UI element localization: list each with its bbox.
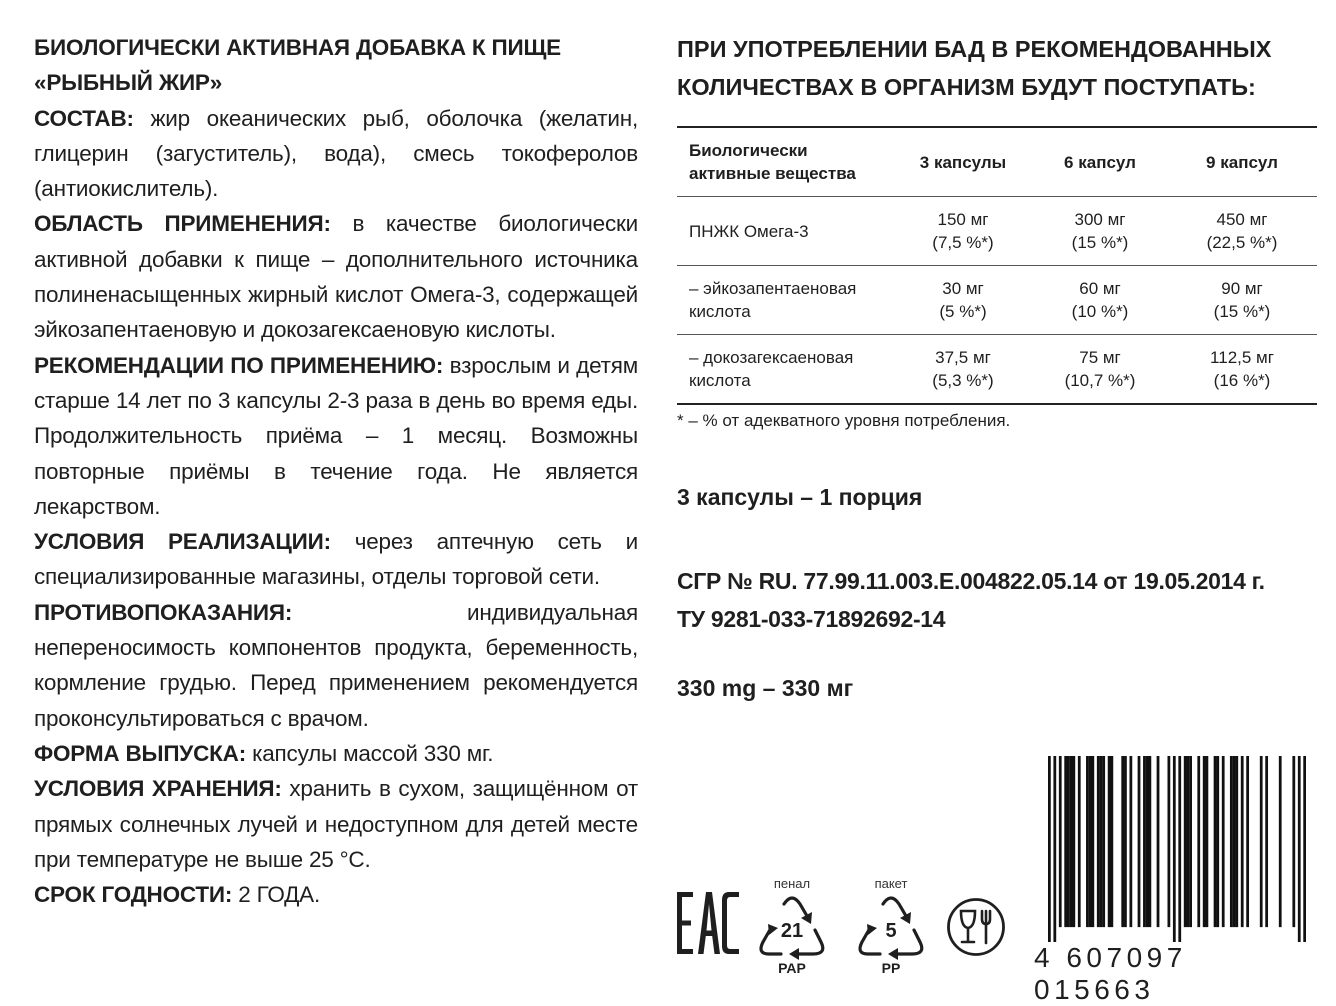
area-section bbox=[34, 206, 638, 347]
header-substances-line2: активные вещества bbox=[689, 164, 856, 183]
cell-percent: (15 %*) bbox=[1071, 233, 1129, 252]
cell-amount: 450 мг bbox=[1216, 210, 1268, 229]
barcode-bar bbox=[1129, 756, 1132, 927]
shelf-life-section bbox=[34, 877, 638, 912]
contraindications-text: индивидуальная непереносимость компонентов продукта, беременность, кормление грудью. Перед применением рекомендуется проконсультироваться с врачом. bbox=[34, 599, 638, 731]
barcode-bar bbox=[1246, 756, 1249, 927]
barcode-bar bbox=[1197, 756, 1200, 927]
barcode-bar bbox=[1265, 756, 1268, 927]
barcode-bar bbox=[1067, 756, 1070, 927]
barcode-bar bbox=[1124, 756, 1127, 927]
shelf-life-text: 2 ГОДА. bbox=[232, 882, 321, 908]
tech-spec-number: ТУ 9281-033-71892692-14 bbox=[677, 606, 946, 632]
form-section bbox=[34, 736, 638, 771]
row-name-line2: кислота bbox=[689, 302, 751, 321]
barcode-bar bbox=[1059, 756, 1062, 927]
cell-percent: (10 %*) bbox=[1071, 302, 1129, 321]
barcode-bar bbox=[1053, 756, 1056, 942]
barcode-bar bbox=[1148, 756, 1151, 927]
barcode-bar bbox=[1216, 756, 1219, 927]
cell-amount: 90 мг bbox=[1221, 279, 1263, 298]
barcode-bar bbox=[1110, 756, 1113, 927]
row-name-line1: ПНЖК Омега-3 bbox=[689, 221, 809, 241]
storage-label: УСЛОВИЯ ХРАНЕНИЯ: bbox=[34, 776, 282, 802]
barcode-bar bbox=[1072, 756, 1075, 927]
cell-9-capsules bbox=[1167, 197, 1317, 266]
intake-heading bbox=[677, 30, 1317, 106]
barcode-bar bbox=[1241, 756, 1244, 927]
table-row bbox=[677, 335, 1317, 405]
table-row bbox=[677, 266, 1317, 335]
contraindications-section bbox=[34, 595, 638, 736]
barcode-bar bbox=[1070, 756, 1073, 927]
sale-label: УСЛОВИЯ РЕАЛИЗАЦИИ: bbox=[34, 529, 331, 555]
sale-section bbox=[34, 524, 638, 595]
product-title-line1: БИОЛОГИЧЕСКИ АКТИВНАЯ ДОБАВКА К ПИЩЕ bbox=[34, 35, 561, 60]
cell-6-capsules bbox=[1033, 197, 1167, 266]
barcode-bar bbox=[1230, 756, 1233, 927]
barcode-bar bbox=[1303, 756, 1306, 942]
area-text: в качестве биологически активной добавки к пище – дополнительного источника полиненасыщенных жирный кислот Омега-3, содержащей эйкозапентаеновую и докозагексаеновую кислоты. bbox=[34, 211, 639, 343]
cell-amount: 75 мг bbox=[1079, 348, 1121, 367]
row-name bbox=[677, 197, 893, 266]
barcode-bars bbox=[1048, 756, 1306, 942]
glass-fork-icon bbox=[946, 897, 1006, 957]
cell-amount: 60 мг bbox=[1079, 279, 1121, 298]
barcode-bar bbox=[1214, 756, 1217, 927]
cell-amount: 30 мг bbox=[942, 279, 984, 298]
product-title-line2: «РЫБНЫЙ ЖИР» bbox=[34, 70, 223, 96]
cell-amount: 112,5 мг bbox=[1210, 348, 1274, 367]
recycle-pap-number: 21 bbox=[780, 920, 804, 942]
cell-percent: (22,5 %*) bbox=[1206, 233, 1278, 252]
barcode-bar bbox=[1086, 756, 1089, 927]
header-substances-line1: Биологически bbox=[689, 141, 808, 160]
barcode-bar bbox=[1203, 756, 1206, 927]
area-label: ОБЛАСТЬ ПРИМЕНЕНИЯ: bbox=[34, 211, 331, 237]
barcode-bar bbox=[1233, 756, 1236, 927]
barcode-bar bbox=[1048, 756, 1051, 942]
barcode-bar bbox=[1091, 756, 1094, 927]
barcode-bar bbox=[1121, 756, 1124, 927]
sale-text: через аптечную сеть и специализированные магазины, отделы торговой сети. bbox=[34, 529, 638, 590]
row-name-line1: – эйкозапентаеновая bbox=[689, 279, 857, 298]
barcode-bar bbox=[1064, 756, 1067, 927]
barcode-bar bbox=[1235, 756, 1238, 927]
cell-percent: (7,5 %*) bbox=[932, 233, 994, 252]
cell-percent: (5 %*) bbox=[939, 302, 987, 321]
recycle-pp-symbol bbox=[852, 876, 930, 976]
row-name-line2: кислота bbox=[689, 371, 751, 390]
barcode-bar bbox=[1143, 756, 1146, 927]
certificate-number: СГР № RU. 77.99.11.003.Е.004822.05.14 от 19.05.2014 г. bbox=[677, 568, 1265, 594]
intake-info bbox=[677, 30, 1317, 701]
barcode-bar bbox=[1167, 756, 1170, 927]
barcode-bar bbox=[1178, 756, 1181, 942]
cell-amount: 300 мг bbox=[1074, 210, 1126, 229]
barcode-bar bbox=[1108, 756, 1111, 927]
cell-6-capsules bbox=[1033, 266, 1167, 335]
header-6-capsules: 6 капсул bbox=[1033, 127, 1167, 197]
form-label: ФОРМА ВЫПУСКА: bbox=[34, 740, 247, 766]
recycle-pap-symbol bbox=[753, 876, 831, 976]
barcode-bar bbox=[1189, 756, 1192, 927]
cell-3-capsules bbox=[893, 335, 1033, 405]
composition-text: жир океанических рыб, оболочка (желатин, глицерин (загуститель), вода), смесь токоферолов (антиокислитель). bbox=[34, 105, 638, 202]
row-name bbox=[677, 266, 893, 335]
barcode-bar bbox=[1298, 756, 1301, 942]
barcode-bar bbox=[1146, 756, 1149, 927]
cell-6-capsules bbox=[1033, 335, 1167, 405]
form-text: капсулы массой 330 мг. bbox=[246, 740, 494, 766]
barcode-bar bbox=[1279, 756, 1282, 927]
cell-amount: 150 мг bbox=[937, 210, 989, 229]
intake-heading-line1: ПРИ УПОТРЕБЛЕНИИ БАД В РЕКОМЕНДОВАННЫХ bbox=[677, 36, 1272, 62]
cell-3-capsules bbox=[893, 197, 1033, 266]
composition-section bbox=[34, 101, 638, 207]
cell-9-capsules bbox=[1167, 335, 1317, 405]
cell-percent: (5,3 %*) bbox=[932, 371, 994, 390]
contraindications-label: ПРОТИВОПОКАЗАНИЯ: bbox=[34, 599, 293, 625]
barcode-number: 4 607097 015663 bbox=[1034, 942, 1187, 1005]
product-description bbox=[34, 30, 638, 912]
header-substances bbox=[677, 127, 893, 197]
recycle-pap-top: пенал bbox=[773, 876, 811, 891]
barcode bbox=[1034, 756, 1306, 1005]
usage-text: взрослым и детям старше 14 лет по 3 капсулы 2-3 раза в день во время еды. Продолжительность приёма – 1 месяц. Возможны повторные приёмы в течение года. Не является лекарством. bbox=[34, 352, 638, 519]
barcode-bar bbox=[1078, 756, 1081, 927]
barcode-bar bbox=[1097, 756, 1100, 927]
cell-amount: 37,5 мг bbox=[935, 348, 991, 367]
table-header-row bbox=[677, 127, 1317, 197]
barcode-bar bbox=[1102, 756, 1105, 927]
footnote: * – % от адекватного уровня потребления. bbox=[677, 411, 1011, 430]
storage-section bbox=[34, 771, 638, 877]
barcode-bar bbox=[1089, 756, 1092, 927]
cell-percent: (15 %*) bbox=[1213, 302, 1271, 321]
barcode-bar bbox=[1184, 756, 1187, 927]
table-row bbox=[677, 197, 1317, 266]
product-title bbox=[34, 30, 638, 101]
cell-percent: (10,7 %*) bbox=[1064, 371, 1136, 390]
recycle-pap-code: PAP bbox=[778, 960, 806, 976]
barcode-bar bbox=[1138, 756, 1141, 927]
barcode-bar bbox=[1222, 756, 1225, 927]
capsule-weight: 330 mg – 330 мг bbox=[677, 675, 854, 701]
row-name bbox=[677, 335, 893, 405]
barcode-bar bbox=[1206, 756, 1209, 927]
header-3-capsules: 3 капсулы bbox=[893, 127, 1033, 197]
serving-size: 3 капсулы – 1 порция bbox=[677, 484, 923, 510]
intake-heading-line2: КОЛИЧЕСТВАХ В ОРГАНИЗМ БУДУТ ПОСТУПАТЬ: bbox=[677, 74, 1256, 100]
barcode-bar bbox=[1157, 756, 1160, 927]
recycle-pp-number: 5 bbox=[885, 920, 897, 942]
certification bbox=[677, 562, 1265, 638]
cell-percent: (16 %*) bbox=[1213, 371, 1271, 390]
storage-text: хранить в сухом, защищённом от прямых солнечных лучей и недоступном для детей месте при температуре не выше 25 °С. bbox=[34, 776, 638, 872]
barcode-bar bbox=[1292, 756, 1295, 927]
composition-label: СОСТАВ: bbox=[34, 105, 134, 131]
barcode-bar bbox=[1187, 756, 1190, 927]
recycle-pp-top: пакет bbox=[874, 876, 908, 891]
row-name-line1: – докозагексаеновая bbox=[689, 348, 854, 367]
cell-9-capsules bbox=[1167, 266, 1317, 335]
usage-label: РЕКОМЕНДАЦИИ ПО ПРИМЕНЕНИЮ: bbox=[34, 352, 444, 378]
barcode-bar bbox=[1173, 756, 1176, 942]
barcode-bar bbox=[1100, 756, 1103, 927]
nutrient-table bbox=[677, 126, 1317, 405]
shelf-life-label: СРОК ГОДНОСТИ: bbox=[34, 882, 233, 908]
usage-section bbox=[34, 348, 638, 524]
recycle-pp-code: PP bbox=[881, 960, 901, 976]
barcode-bar bbox=[1260, 756, 1263, 927]
cell-3-capsules bbox=[893, 266, 1033, 335]
header-9-capsules: 9 капсул bbox=[1167, 127, 1317, 197]
eac-mark-icon bbox=[677, 892, 739, 954]
